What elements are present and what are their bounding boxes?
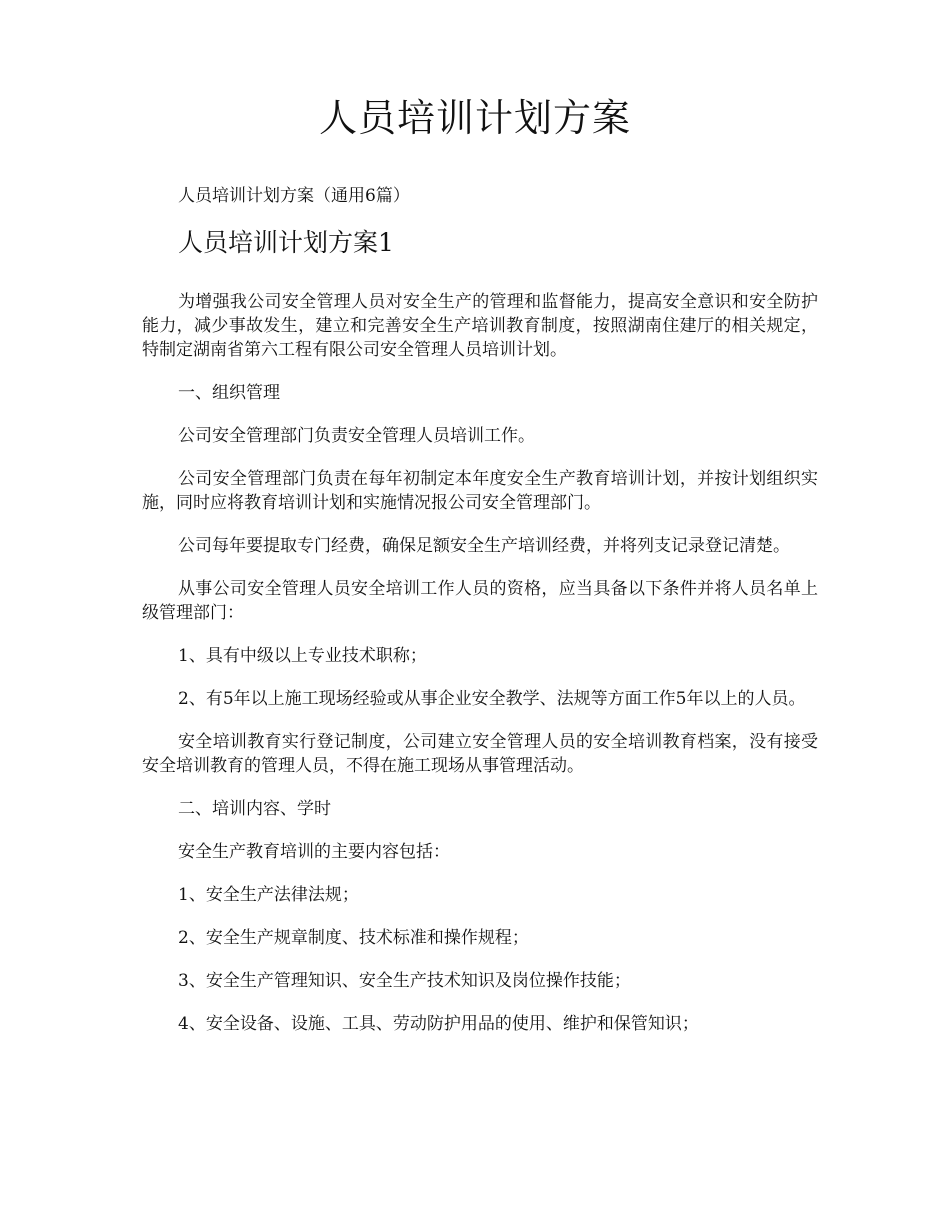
- paragraph: 一、组织管理: [178, 383, 280, 403]
- paragraph: 2、安全生产规章制度、技术标准和操作规程；: [178, 928, 529, 948]
- paragraph: 从事公司安全管理人员安全培训工作人员的资格，应当具备以下条件并将人员名单上级管理部门：: [142, 579, 818, 623]
- paragraph: 安全培训教育实行登记制度，公司建立安全管理人员的安全培训教育档案，没有接受安全培训教育的管理人员，不得在施工现场从事管理活动。: [142, 732, 818, 776]
- paragraph: 公司安全管理部门负责在每年初制定本年度安全生产教育培训计划，并按计划组织实施，同时应将教育培训计划和实施情况报公司安全管理部门。: [142, 469, 818, 513]
- paragraph: 公司每年要提取专门经费，确保足额安全生产培训经费，并将列支记录登记清楚。: [178, 536, 790, 556]
- paragraph: 为增强我公司安全管理人员对安全生产的管理和监督能力，提高安全意识和安全防护能力，减少事故发生，建立和完善安全生产培训教育制度，按照湖南住建厅的相关规定，特制定湖南省第六工程有限公司安全管理人员培训计划。: [142, 292, 818, 360]
- paragraph: 3、安全生产管理知识、安全生产技术知识及岗位操作技能；: [178, 971, 631, 991]
- document-subtitle: 人员培训计划方案（通用6篇）: [178, 186, 410, 206]
- document-body: [142, 290, 818, 1036]
- paragraph: 1、具有中级以上专业技术职称；: [178, 646, 427, 666]
- paragraph: 安全生产教育培训的主要内容包括：: [178, 842, 450, 862]
- paragraph: 2、有5年以上施工现场经验或从事企业安全教学、法规等方面工作5年以上的人员。: [178, 689, 806, 709]
- document-title: 人员培训计划方案: [318, 96, 631, 140]
- paragraph: 4、安全设备、设施、工具、劳动防护用品的使用、维护和保管知识；: [178, 1014, 699, 1034]
- paragraph: 1、安全生产法律法规；: [178, 885, 359, 905]
- paragraph: 二、培训内容、学时: [178, 799, 331, 819]
- paragraph: 公司安全管理部门负责安全管理人员培训工作。: [178, 426, 535, 446]
- section-heading: 人员培训计划方案1: [178, 228, 394, 257]
